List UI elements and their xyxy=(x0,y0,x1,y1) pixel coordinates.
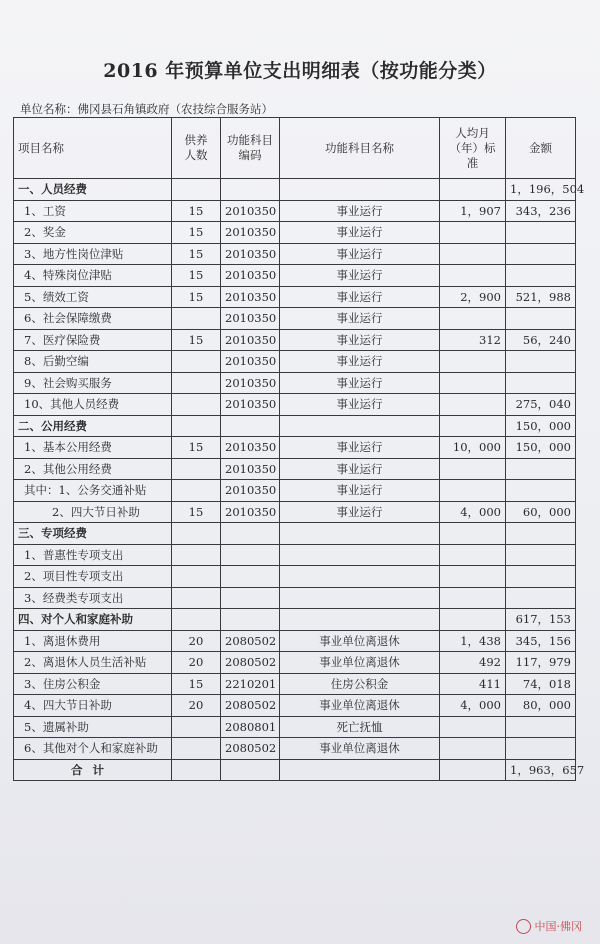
cell-function-name: 事业运行 xyxy=(280,265,440,287)
cell-project-name: 1、普惠性专项支出 xyxy=(14,544,172,566)
cell-amount: 1，196，504 xyxy=(506,179,576,201)
cell-amount xyxy=(506,544,576,566)
cell-project-name: 1、工资 xyxy=(14,200,172,222)
cell-headcount: 15 xyxy=(172,501,221,523)
cell-amount xyxy=(506,716,576,738)
cell-amount xyxy=(506,265,576,287)
cell-function-name xyxy=(280,179,440,201)
cell-project-name: 二、公用经费 xyxy=(14,415,172,437)
table-row xyxy=(14,716,576,738)
cell-standard: 1，438 xyxy=(440,630,506,652)
cell-project-name: 合计 xyxy=(14,759,172,781)
cell-project-name: 三、专项经费 xyxy=(14,523,172,545)
cell-headcount: 15 xyxy=(172,329,221,351)
cell-function-name: 事业单位离退休 xyxy=(280,695,440,717)
cell-function-code: 2010350 xyxy=(221,308,280,330)
table-row xyxy=(14,351,576,373)
cell-headcount: 15 xyxy=(172,243,221,265)
cell-function-code xyxy=(221,609,280,631)
cell-headcount xyxy=(172,458,221,480)
cell-headcount xyxy=(172,372,221,394)
cell-function-name xyxy=(280,544,440,566)
cell-function-name xyxy=(280,609,440,631)
cell-headcount: 20 xyxy=(172,652,221,674)
cell-function-code: 2080502 xyxy=(221,630,280,652)
cell-standard xyxy=(440,179,506,201)
cell-standard xyxy=(440,609,506,631)
cell-standard xyxy=(440,566,506,588)
cell-amount: 521，988 xyxy=(506,286,576,308)
cell-amount: 60，000 xyxy=(506,501,576,523)
cell-standard xyxy=(440,222,506,244)
cell-standard: 2，900 xyxy=(440,286,506,308)
cell-project-name: 1、离退休费用 xyxy=(14,630,172,652)
cell-standard xyxy=(440,523,506,545)
cell-function-name: 事业运行 xyxy=(280,200,440,222)
cell-function-code: 2010350 xyxy=(221,458,280,480)
cell-function-name: 事业单位离退休 xyxy=(280,630,440,652)
cell-headcount xyxy=(172,609,221,631)
cell-headcount: 15 xyxy=(172,286,221,308)
cell-standard xyxy=(440,243,506,265)
cell-standard: 411 xyxy=(440,673,506,695)
table-row xyxy=(14,200,576,222)
table-row xyxy=(14,286,576,308)
cell-headcount xyxy=(172,308,221,330)
table-row xyxy=(14,630,576,652)
cell-headcount xyxy=(172,738,221,760)
cell-amount: 74，018 xyxy=(506,673,576,695)
cell-amount xyxy=(506,458,576,480)
cell-project-name: 10、其他人员经费 xyxy=(14,394,172,416)
watermark-logo xyxy=(516,918,583,934)
section-row xyxy=(14,415,576,437)
cell-headcount xyxy=(172,179,221,201)
cell-function-code: 2010350 xyxy=(221,222,280,244)
cell-function-name: 事业运行 xyxy=(280,458,440,480)
table-row xyxy=(14,265,576,287)
table-row xyxy=(14,738,576,760)
cell-function-name: 事业运行 xyxy=(280,501,440,523)
cell-headcount: 20 xyxy=(172,630,221,652)
watermark-text: 中国·佛冈 xyxy=(534,920,582,933)
cell-project-name: 一、人员经费 xyxy=(14,179,172,201)
cell-amount xyxy=(506,243,576,265)
cell-function-code: 2010350 xyxy=(221,200,280,222)
cell-amount: 275，040 xyxy=(506,394,576,416)
cell-standard xyxy=(440,587,506,609)
cell-project-name: 3、地方性岗位津贴 xyxy=(14,243,172,265)
cell-function-code: 2010350 xyxy=(221,329,280,351)
cell-headcount xyxy=(172,394,221,416)
cell-function-code xyxy=(221,759,280,781)
cell-project-name: 6、其他对个人和家庭补助 xyxy=(14,738,172,760)
cell-project-name: 3、经费类专项支出 xyxy=(14,587,172,609)
table-row xyxy=(14,480,576,502)
seal-icon xyxy=(516,919,531,934)
cell-function-name: 事业运行 xyxy=(280,372,440,394)
cell-function-name: 事业单位离退休 xyxy=(280,652,440,674)
cell-function-code: 2080502 xyxy=(221,738,280,760)
table-row xyxy=(14,587,576,609)
cell-headcount xyxy=(172,566,221,588)
cell-function-code xyxy=(221,544,280,566)
cell-function-code xyxy=(221,523,280,545)
section-row xyxy=(14,179,576,201)
cell-function-name: 住房公积金 xyxy=(280,673,440,695)
cell-amount xyxy=(506,480,576,502)
table-header-row xyxy=(14,118,576,179)
cell-function-name: 事业运行 xyxy=(280,286,440,308)
cell-project-name: 2、项目性专项支出 xyxy=(14,566,172,588)
section-row xyxy=(14,609,576,631)
cell-function-code: 2010350 xyxy=(221,480,280,502)
cell-headcount xyxy=(172,544,221,566)
cell-function-code: 2010350 xyxy=(221,351,280,373)
cell-headcount xyxy=(172,587,221,609)
cell-project-name: 2、四大节日补助 xyxy=(14,501,172,523)
table-row xyxy=(14,652,576,674)
cell-standard xyxy=(440,351,506,373)
cell-function-code xyxy=(221,415,280,437)
cell-amount: 1，963，657 xyxy=(506,759,576,781)
cell-project-name: 8、后勤空编 xyxy=(14,351,172,373)
header-headcount xyxy=(172,118,221,179)
cell-amount xyxy=(506,523,576,545)
cell-standard xyxy=(440,415,506,437)
header-standard-text: 人均月（年）标准 xyxy=(449,125,496,170)
cell-function-code: 2210201 xyxy=(221,673,280,695)
cell-project-name: 1、基本公用经费 xyxy=(14,437,172,459)
cell-standard: 312 xyxy=(440,329,506,351)
cell-headcount xyxy=(172,351,221,373)
header-headcount-text: 供养人数 xyxy=(184,133,208,162)
cell-standard xyxy=(440,394,506,416)
cell-project-name: 2、奖金 xyxy=(14,222,172,244)
table-row xyxy=(14,501,576,523)
cell-project-name: 4、四大节日补助 xyxy=(14,695,172,717)
cell-function-code xyxy=(221,587,280,609)
header-function-code xyxy=(221,118,280,179)
cell-amount: 343，236 xyxy=(506,200,576,222)
cell-function-code: 2010350 xyxy=(221,394,280,416)
cell-standard: 4，000 xyxy=(440,501,506,523)
table-row xyxy=(14,673,576,695)
cell-standard xyxy=(440,716,506,738)
cell-function-name: 事业运行 xyxy=(280,243,440,265)
cell-function-code: 2010350 xyxy=(221,501,280,523)
cell-headcount: 15 xyxy=(172,673,221,695)
cell-function-name: 事业运行 xyxy=(280,480,440,502)
table-row xyxy=(14,222,576,244)
cell-project-name: 3、住房公积金 xyxy=(14,673,172,695)
table-body xyxy=(14,179,585,781)
cell-amount xyxy=(506,372,576,394)
cell-headcount: 15 xyxy=(172,437,221,459)
header-amount: 金额 xyxy=(506,118,576,179)
cell-headcount xyxy=(172,480,221,502)
cell-standard xyxy=(440,458,506,480)
cell-project-name: 6、社会保障缴费 xyxy=(14,308,172,330)
cell-project-name: 四、对个人和家庭补助 xyxy=(14,609,172,631)
cell-project-name: 4、特殊岗位津贴 xyxy=(14,265,172,287)
cell-standard: 1，907 xyxy=(440,200,506,222)
cell-project-name: 5、遗属补助 xyxy=(14,716,172,738)
cell-function-name: 事业运行 xyxy=(280,437,440,459)
cell-function-name: 事业运行 xyxy=(280,351,440,373)
cell-function-code xyxy=(221,179,280,201)
cell-standard xyxy=(440,372,506,394)
cell-standard xyxy=(440,544,506,566)
cell-function-code: 2010350 xyxy=(221,437,280,459)
table-row xyxy=(14,329,576,351)
cell-standard xyxy=(440,308,506,330)
table-row xyxy=(14,458,576,480)
cell-standard: 4，000 xyxy=(440,695,506,717)
header-function-code-text: 功能科目编码 xyxy=(227,133,273,162)
cell-project-name: 7、医疗保险费 xyxy=(14,329,172,351)
cell-headcount: 15 xyxy=(172,265,221,287)
cell-amount xyxy=(506,587,576,609)
header-function-name: 功能科目名称 xyxy=(280,118,440,179)
cell-headcount xyxy=(172,415,221,437)
cell-function-name: 死亡抚恤 xyxy=(280,716,440,738)
cell-function-name: 事业运行 xyxy=(280,222,440,244)
cell-amount xyxy=(506,308,576,330)
header-standard xyxy=(440,118,506,179)
cell-function-name: 事业运行 xyxy=(280,329,440,351)
cell-function-code: 2080502 xyxy=(221,652,280,674)
cell-headcount xyxy=(172,523,221,545)
cell-standard xyxy=(440,759,506,781)
table-row xyxy=(14,372,576,394)
table-row xyxy=(14,308,576,330)
cell-project-name: 5、绩效工资 xyxy=(14,286,172,308)
header-project-name: 项目名称 xyxy=(14,118,172,179)
cell-project-name: 2、离退休人员生活补贴 xyxy=(14,652,172,674)
cell-amount: 617，153 xyxy=(506,609,576,631)
table-row xyxy=(14,394,576,416)
cell-amount xyxy=(506,351,576,373)
cell-standard xyxy=(440,480,506,502)
cell-amount: 80，000 xyxy=(506,695,576,717)
cell-amount xyxy=(506,738,576,760)
cell-project-name: 9、社会购买服务 xyxy=(14,372,172,394)
cell-function-name: 事业运行 xyxy=(280,308,440,330)
cell-function-name xyxy=(280,415,440,437)
cell-headcount: 15 xyxy=(172,200,221,222)
cell-headcount xyxy=(172,716,221,738)
cell-function-name: 事业运行 xyxy=(280,394,440,416)
cell-amount: 150，000 xyxy=(506,437,576,459)
cell-project-name: 其中：1、公务交通补贴 xyxy=(14,480,172,502)
cell-function-code: 2010350 xyxy=(221,286,280,308)
cell-amount xyxy=(506,566,576,588)
table-row xyxy=(14,437,576,459)
budget-table xyxy=(13,117,585,781)
cell-headcount: 15 xyxy=(172,222,221,244)
table-row xyxy=(14,695,576,717)
cell-project-name: 2、其他公用经费 xyxy=(14,458,172,480)
cell-amount xyxy=(506,222,576,244)
cell-standard xyxy=(440,738,506,760)
cell-function-code xyxy=(221,566,280,588)
cell-function-code: 2080801 xyxy=(221,716,280,738)
document-title: 2016 年预算单位支出明细表（按功能分类） xyxy=(103,60,497,82)
cell-function-name xyxy=(280,759,440,781)
cell-function-name xyxy=(280,523,440,545)
cell-standard: 492 xyxy=(440,652,506,674)
table-row xyxy=(14,566,576,588)
cell-function-name xyxy=(280,587,440,609)
cell-amount: 56，240 xyxy=(506,329,576,351)
cell-headcount xyxy=(172,759,221,781)
cell-headcount: 20 xyxy=(172,695,221,717)
cell-function-name: 事业单位离退休 xyxy=(280,738,440,760)
cell-amount: 117，979 xyxy=(506,652,576,674)
table-row xyxy=(14,243,576,265)
cell-function-code: 2010350 xyxy=(221,265,280,287)
cell-amount: 150，000 xyxy=(506,415,576,437)
table-row xyxy=(14,544,576,566)
cell-function-code: 2080502 xyxy=(221,695,280,717)
section-row xyxy=(14,523,576,545)
cell-standard xyxy=(440,265,506,287)
cell-amount: 345，156 xyxy=(506,630,576,652)
cell-function-code: 2010350 xyxy=(221,372,280,394)
cell-function-code: 2010350 xyxy=(221,243,280,265)
total-row xyxy=(14,759,576,781)
cell-standard: 10，000 xyxy=(440,437,506,459)
unit-name-line: 单位名称：佛冈县石角镇政府（农技综合服务站） xyxy=(20,102,273,116)
cell-function-name xyxy=(280,566,440,588)
